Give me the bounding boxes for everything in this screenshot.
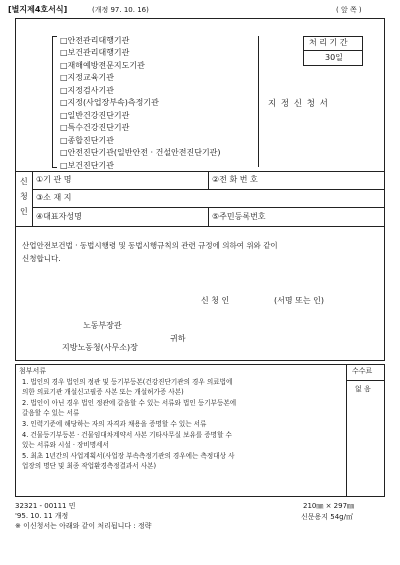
type-health-agency[interactable]: □보건관리대행기관 [60,48,130,57]
type-measurement[interactable]: □지정(사업장부속)측정기관 [60,98,159,107]
type-accident-prevention[interactable]: □재해예방전문지도기관 [60,61,145,70]
attachments-title: 첨부서류 [19,367,47,375]
address-field[interactable] [110,190,382,206]
applicant-bottom-line [15,226,385,227]
list-bracket-top [52,36,57,37]
attachment-item-1b: 의한 의료기관 개설신고필증 사본 또는 개설허가증 사본) [22,388,184,396]
type-safety-agency[interactable]: □안전관리대행기관 [60,36,130,45]
form-number: [별지제4호서식] [8,5,68,14]
institution-name-field[interactable] [110,172,206,188]
processing-note: ※ 이신청서는 아래와 같이 처리됩니다 : 정략 [15,522,152,530]
applicant-side-divider [32,171,33,226]
processing-period-label: 처 리 기 간 [309,38,348,47]
address-label: ③소 재 지 [36,193,72,202]
revised-date: '95. 10. 11 개정 [15,512,69,520]
applicant-col-divider-1 [208,171,209,189]
fee-label: 수수료 [352,367,373,375]
paper-size: 210㎜ × 297㎜ [303,502,355,510]
signature-label[interactable]: (서명 또는 인) [274,296,324,305]
page-side: ( 앞 쪽 ) [336,6,362,14]
attachment-item-4b: 있는 서류와 시설 · 장비명세서 [22,441,109,449]
applicant-col-divider-3 [208,207,209,226]
revision-date: (개정 97. 10. 16) [92,6,149,14]
type-comprehensive[interactable]: □종합진단기관 [60,136,114,145]
signer-label: 신 청 인 [201,296,230,305]
resident-number-field[interactable] [276,208,382,225]
type-special-health[interactable]: □특수건강진단기관 [60,123,130,132]
attachment-item-3: 3. 인력기준에 해당하는 자의 자격과 채용을 증명할 수 있는 서류 [22,420,207,428]
addressee-minister: 노동부장관 [83,321,122,330]
type-education[interactable]: □지정교육기관 [60,73,114,82]
honorific: 귀하 [170,334,186,343]
statement-line-1: 산업안전보건법 · 동법시행령 및 동법시행규칙의 관련 규정에 의하여 위와 같이 [22,241,278,250]
attachment-item-1a: 1. 법인의 경우 법인의 정관 및 등기부등본(건강진단기관의 경우 의료법에 [22,378,233,386]
paper-type: 신문용지 54g/㎡ [301,513,353,521]
list-bracket-right [258,36,259,167]
applicant-side-label-1: 신 [20,177,28,186]
resident-number-label: ⑤주민등록번호 [212,212,266,221]
phone-field[interactable] [276,172,382,188]
attachment-item-2b: 갈음할 수 있는 서류 [22,409,80,417]
fee-column-divider [346,364,347,497]
list-bracket-bottom [52,167,57,168]
list-bracket-left [52,36,53,167]
type-inspection[interactable]: □지정검사기관 [60,86,114,95]
type-health-diagnosis[interactable]: □보건진단기관 [60,161,114,170]
processing-period-value: 30일 [325,53,343,62]
attachment-item-5b: 업장의 명단 및 최종 작업환경측정결과서 사본) [22,462,157,470]
applicant-side-label-2: 청 [20,192,28,201]
type-safety-diagnosis[interactable]: □안전진단기관(일반안전 · 건설안전진단기관) [60,148,221,157]
institution-name-label: ①기 관 명 [36,175,72,184]
representative-name-label: ④대표자성명 [36,212,82,221]
attachment-item-2a: 2. 법인이 아닌 경우 법인 정관에 갈음할 수 있는 서류와 법인 등기부등본에 [22,399,237,407]
fee-value: 없 음 [355,385,371,393]
applicant-side-label-3: 인 [20,207,28,216]
attachment-item-5a: 5. 최초 1년간의 사업계획서(사업장 부속측정기관의 경우에는 측정대상 사 [22,452,235,460]
type-general-health[interactable]: □일반건강진단기관 [60,111,130,120]
attachment-item-4a: 4. 건물등기부등본 · 건물임대차계약서 사본 기타사무실 보유를 증명할 수 [22,431,232,439]
form-title: 지 정 신 청 서 [268,99,329,109]
form-code: 32321 - 00111 민 [15,502,76,510]
fee-label-line [346,380,385,381]
processing-period-divider [303,50,363,51]
statement-line-2: 신청합니다. [22,254,61,263]
representative-name-field[interactable] [110,208,206,225]
phone-label: ②전 화 번 호 [212,175,258,184]
addressee-regional-office: 지방노동청(사무소)장 [62,343,138,352]
